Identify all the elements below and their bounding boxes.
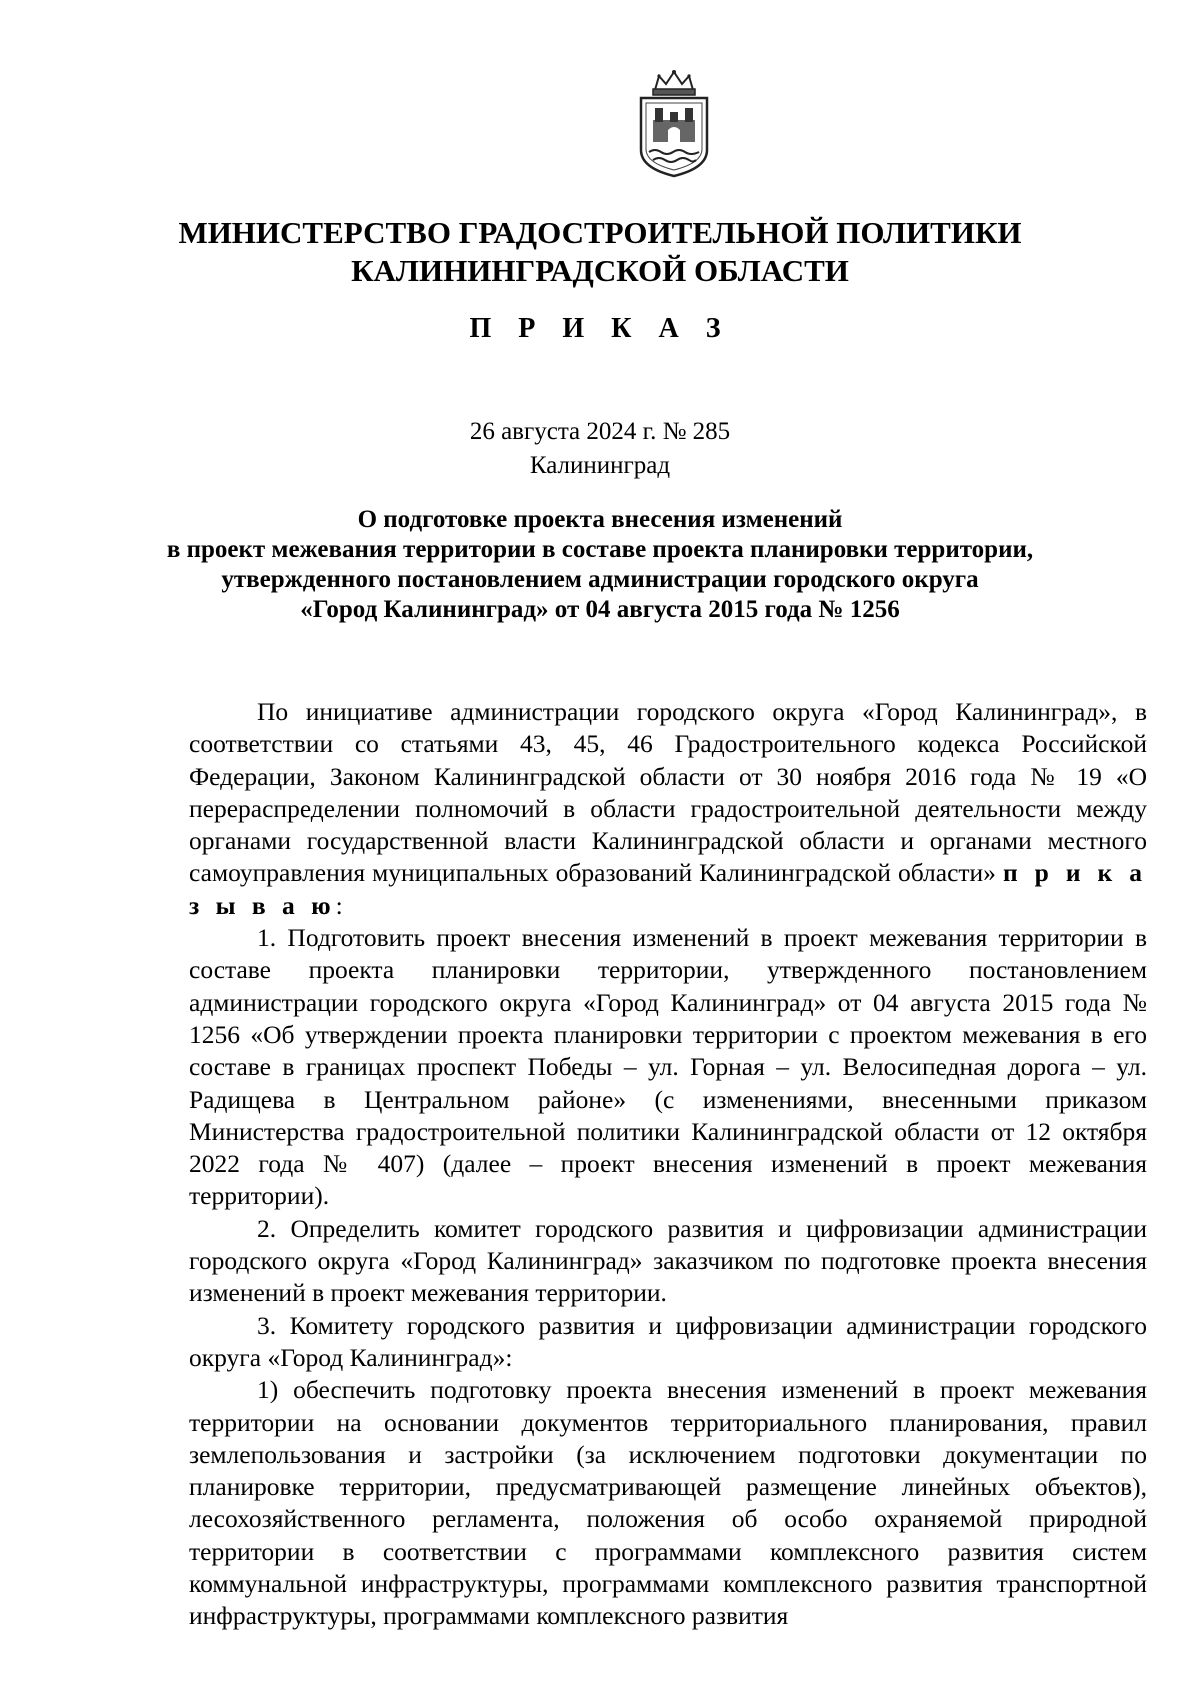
item-3-1-paragraph: 1) обеспечить подготовку проекта внесения изменений в проект межевания территории на основании документов территориального планирования, правил землепользования и застройки (за исключением подготовки документации по планировке территории, предусматривающей размещение линейных объектов), лесохозяйственного регламента, положения об особо охраняемой природной территории в соответствии с программами комплексного развития систем коммунальной инфраструктуры, программами комплексного развития транспортной инфраструктуры, программами комплексного развития [189, 1375, 1147, 1631]
order-title: П Р И К А З [469, 313, 731, 344]
coat-of-arms-emblem [633, 68, 715, 180]
order-subject [130, 505, 1070, 625]
ministry-heading [0, 214, 1200, 290]
preamble-text: По инициативе администрации городского округа «Город Калининград», в соответствии со статьями 43, 45, 46 Градостроительного кодекса Российской Федерации, Законом Калининградской области от 30 ноября 2016 года № 19 «О перераспределении полномочий в области градостроительной деятельности между органами государственной власти Калининградской области и органами местного самоуправления муниципальных образований Калининградской области» [189, 697, 1147, 888]
subject-line-1: О подготовке проекта внесения изменений [357, 506, 843, 533]
order-city: Калининград [529, 452, 671, 479]
ministry-name-line-1: МИНИСТЕРСТВО ГРАДОСТРОИТЕЛЬНОЙ ПОЛИТИКИ [178, 215, 1022, 250]
subject-line-4: «Город Калининград» от 04 августа 2015 года № 1256 [300, 596, 900, 623]
subject-line-3: утвержденного постановлением администрации городского округа [221, 566, 979, 593]
subject-line-2: в проект межевания территории в составе проекта планировки территории, [166, 536, 1034, 563]
order-body [189, 696, 1147, 1633]
decree-colon: : [335, 890, 343, 920]
item-1-paragraph: 1. Подготовить проект внесения изменений в проект межевания территории в составе проекта планировки территории, утвержденного постановлением администрации городского округа «Город Калининград» от 04 августа 2015 года № 1256 «Об утверждении проекта планировки территории с проектом межевания в его составе в границах проспект Победы – ул. Горная – ул. Велосипедная дорога – ул. Радищева в Центральном районе» (с изменениями, внесенными приказом Министерства градостроительной политики Калининградской области от 12 октября 2022 года № 407) (далее – проект внесения изменений в проект межевания территории). [189, 923, 1147, 1211]
item-3-paragraph: 3. Комитету городского развития и цифровизации администрации городского округа «Город Калининград»: [189, 1310, 1147, 1372]
item-2-paragraph: 2. Определить комитет городского развития и цифровизации администрации городского округа «Город Калининград» заказчиком по подготовке проекта внесения изменений в проект межевания территории. [189, 1213, 1147, 1308]
ministry-name-line-2: КАЛИНИНГРАДСКОЙ ОБЛАСТИ [351, 253, 849, 288]
preamble-paragraph [189, 696, 1147, 922]
order-date-block [0, 415, 1200, 483]
decree-word: п р и к а з ы в а ю [189, 858, 1147, 920]
order-date-number: 26 августа 2024 г. № 285 [469, 418, 731, 445]
